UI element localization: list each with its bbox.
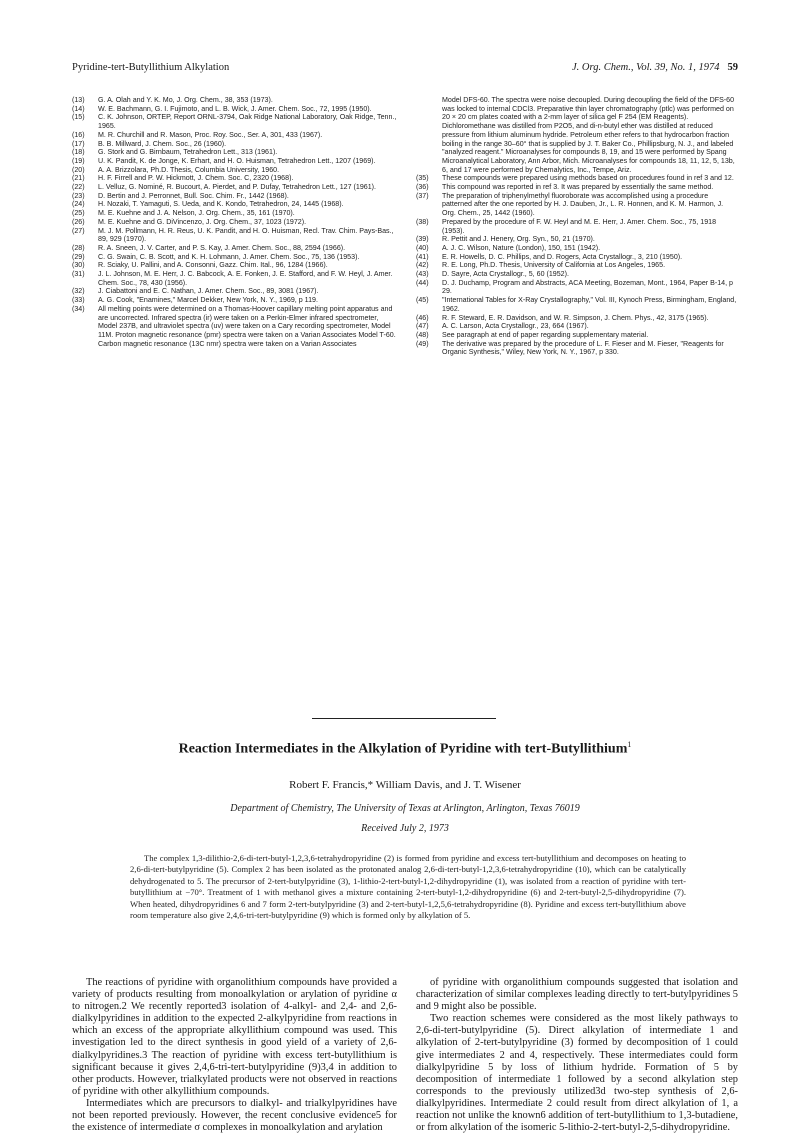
reference-number: (17) [72, 139, 85, 148]
reference-item [416, 183, 738, 192]
reference-item [72, 192, 398, 201]
reference-item [72, 183, 398, 192]
reference-item [416, 96, 738, 174]
reference-item [72, 131, 398, 140]
reference-number: (33) [72, 296, 85, 305]
reference-text: C. G. Swain, C. B. Scott, and K. H. Lohmann, J. Amer. Chem. Soc., 75, 136 (1953). [98, 252, 360, 261]
reference-text: J. Ciabattoni and E. C. Nathan, J. Amer. Chem. Soc., 89, 3081 (1967). [98, 287, 319, 296]
authors: Robert F. Francis,* William Davis, and J. T. Wisener [289, 779, 521, 791]
reference-number: (44) [416, 278, 429, 287]
reference-number: (35) [416, 174, 429, 183]
affiliation: Department of Chemistry, The University of Texas at Arlington, Arlington, Texas 76019 [230, 803, 580, 814]
reference-text: Model DFS-60. The spectra were noise decoupled. During decoupling the field of the DFS-60 was locked to internal CDCl3. Preparative thin layer chromatography (ptlc) was performed on 20 × 20 cm plates coated with a 2-mm layer of silica gel F 254 (EM Reagents). Dichloromethane was distilled from P2O5, and di-n-butyl ether was distilled at reduced pressure from lithium aluminum hydride. Petroleum ether refers to that hydrocarbon fraction boiling in the range 30–60° that is supplied by J. T. Baker Co., Phillipsburg, N. J., and labeled "analyzed reagent." Microanalyses for compounds 8, 19, and 15 were performed by Spang Microanalytical Laboratory, Ann Arbor, Mich. Microanalyses for compounds 18, 11, 12, 5, 13b, 6, and 17 were performed by Chemalytics, Inc., Tempe, Ariz. [442, 96, 735, 174]
title-footnote-marker: 1 [627, 740, 632, 749]
reference-number: (24) [72, 200, 85, 209]
article-title-block [60, 740, 750, 758]
reference-item [72, 113, 398, 130]
reference-text: M. J. M. Pollmann, H. R. Reus, U. K. Pandit, and H. O. Huisman, Recl. Trav. Chim. Pays-Bas., 89, 929 (1970). [98, 226, 394, 244]
reference-item [416, 192, 738, 218]
reference-item [416, 270, 738, 279]
reference-number: (48) [416, 330, 429, 339]
reference-item [72, 261, 398, 270]
reference-item [416, 261, 738, 270]
reference-number: (28) [72, 243, 85, 252]
reference-text: B. B. Millward, J. Chem. Soc., 26 (1960). [98, 139, 227, 148]
reference-number: (38) [416, 217, 429, 226]
reference-item [416, 174, 738, 183]
reference-item [72, 227, 398, 244]
reference-item [72, 305, 398, 349]
abstract [130, 853, 686, 921]
reference-item [416, 340, 738, 357]
reference-item [72, 296, 398, 305]
reference-text: A. A. Brizzolara, Ph.D. Thesis, Columbia University, 1960. [98, 165, 280, 174]
reference-text: H. Nozaki, T. Yamaguti, S. Ueda, and K. Kondo, Tetrahedron, 24, 1445 (1968). [98, 200, 344, 209]
reference-text: M. E. Kuehne and J. A. Nelson, J. Org. Chem., 35, 161 (1970). [98, 209, 295, 218]
reference-number: (31) [72, 270, 85, 279]
references-right-column [416, 96, 738, 357]
received-date: Received July 2, 1973 [361, 823, 449, 834]
reference-item [416, 253, 738, 262]
reference-text: M. R. Churchill and R. Mason, Proc. Roy. Soc., Ser. A, 301, 433 (1967). [98, 130, 323, 139]
reference-number: (16) [72, 130, 85, 139]
page-number: 59 [727, 62, 738, 73]
reference-number: (22) [72, 183, 85, 192]
reference-item [416, 235, 738, 244]
body-paragraph: of pyridine with organolithium compounds suggested that isolation and characterization of similar complexes leading directly to tert-butylpyridines 5 and 9 might also be possible. [416, 977, 738, 1013]
reference-number: (25) [72, 209, 85, 218]
reference-text: G. Stork and G. Birnbaum, Tetrahedron Lett., 313 (1961). [98, 148, 278, 157]
reference-text: R. E. Long, Ph.D. Thesis, University of California at Los Angeles, 1965. [442, 261, 666, 270]
body-left-column [72, 977, 397, 1134]
reference-text: D. Sayre, Acta Crystallogr., 5, 60 (1952). [442, 270, 569, 279]
reference-item [416, 322, 738, 331]
reference-item [416, 279, 738, 296]
reference-number: (49) [416, 339, 429, 348]
body-paragraph: The reactions of pyridine with organolithium compounds have provided a variety of products resulting from monoalkylation or arylation of pyridine α to nitrogen.2 We recently reported3 isolation of 4-alkyl- and 2,4- and 2,6-dialkylpyridines in addition to the expected 2-alkylpyridine from reactions in which an excess of the appropriate alkyllithium compound was used. This investigation led to the direct synthesis in good yield of a variety of 2,6-dialkylpyridines.3 The reaction of pyridine with excess tert-butyllithium is significant because it gives 2,4,6-tri-tert-butylpyridine (9)3,4 in addition to other products. However, trialkylated products were not observed in reactions of pyridine with other alkyllithium compounds. [72, 977, 397, 1097]
reference-item [72, 148, 398, 157]
reference-text: The derivative was prepared by the procedure of L. F. Fieser and M. Fieser, "Reagents for Organic Synthesis," Wiley, New York, N. Y., 1967, p 330. [442, 339, 724, 357]
reference-number: (30) [72, 261, 85, 270]
references-left-column [72, 96, 398, 348]
reference-item [72, 209, 398, 218]
reference-item [416, 314, 738, 323]
reference-number: (20) [72, 165, 85, 174]
reference-text: L. Velluz, G. Nominé, R. Bucourt, A. Pierdet, and P. Dufay, Tetrahedron Lett., 127 (1961). [98, 183, 376, 192]
reference-item [416, 218, 738, 235]
reference-number: (13) [72, 96, 85, 104]
reference-item [72, 253, 398, 262]
reference-item [416, 331, 738, 340]
reference-number: (34) [72, 304, 85, 313]
reference-item [72, 200, 398, 209]
reference-text: R. Pettit and J. Henery, Org. Syn., 50, 21 (1970). [442, 235, 595, 244]
reference-item [72, 105, 398, 114]
reference-number: (23) [72, 191, 85, 200]
reference-item [72, 287, 398, 296]
reference-item [72, 270, 398, 287]
reference-number: (14) [72, 104, 85, 113]
reference-text: G. A. Olah and Y. K. Mo, J. Org. Chem., 38, 353 (1973). [98, 96, 273, 104]
body-paragraph: Intermediates which are precursors to dialkyl- and trialkylpyridines have not been reported previously. However, the recent conclusive evidence5 for the existence of intermediate σ complexes in monoalkylation and arylation [72, 1097, 397, 1134]
reference-item [72, 157, 398, 166]
reference-text: This compound was reported in ref 3. It was prepared by essentially the same method. [442, 183, 714, 192]
reference-number: (26) [72, 217, 85, 226]
reference-item [72, 166, 398, 175]
reference-number: (40) [416, 243, 429, 252]
reference-item [72, 174, 398, 183]
abstract-text: The complex 1,3-dilithio-2,6-di-tert-butyl-1,2,3,6-tetrahydropyridine (2) is formed from pyridine and excess tert-butyllithium and decomposes on heating to 2,6-di-tert-butylpyridine (5). Complex 2 has been isolated as the protonated analog 2,6-di-tert-butyl-1,2,3,6-tetrahydropyridine (10), which can be catalytically dehydrogenated to 5. The precursor of 2-tert-butylpyridine (3), 1-lithio-2-tert-butyl-1,2-dihydropyridine (1), was isolated from a reaction of pyridine with tert-butyllithium at −70°. Treatment of 1 with methanol gives a mixture containing 2-tert-butyl-1,2-dihydropyridine (6) and 2-tert-butyl-2,5-dihydropyridine (7). When heated, dihydropyridines 6 and 7 form 2-tert-butylpyridine (3) and 2-tert-butyl-1,2,5,6-tetrahydropyridine (8). Pyridine and excess tert-butyllithium above room temperature also give 2,4,6-tri-tert-butylpyridine (9) which is formed only by alkylation of 5. [130, 853, 686, 921]
body-paragraph: Two reaction schemes were considered as the most likely pathways to 2,6-di-tert-butylpyridine (5). Direct alkylation of intermediate 1 and alkylation of 2-tert-butylpyridine (3) formed by decomposition of 1 could give intermediates 2 and 4, respectively. These intermediates could form dialkylpyridine 5 by loss of lithium hydride. Formation of 5 by decomposition of intermediate 1 followed by a second alkylation step corresponds to the previously utilized3d two-step synthesis of 2,6-dialkylpyridines. Intermediate 2 could result from direct alkylation of 1, a reaction not unlike the known6 addition of tert-butyllithium to 1,3-butadiene, or from alkylation of the isomeric 5-lithio-2-tert-butyl-2,5-dihydropyridine. [416, 1013, 738, 1134]
reference-number: (32) [72, 287, 85, 296]
reference-item [72, 218, 398, 227]
body-right-column [416, 977, 738, 1134]
reference-number: (36) [416, 183, 429, 192]
reference-number: (15) [72, 113, 85, 122]
reference-text: M. E. Kuehne and G. DiVincenzo, J. Org. Chem., 37, 1023 (1972). [98, 217, 307, 226]
reference-text: R. A. Sneen, J. V. Carter, and P. S. Kay, J. Amer. Chem. Soc., 88, 2594 (1966). [98, 243, 346, 252]
reference-number [416, 96, 442, 174]
reference-text: U. K. Pandit, K. de Jonge, K. Erhart, and H. O. Huisman, Tetrahedron Lett., 1207 (1969). [98, 156, 376, 165]
reference-text: D. Bertin and J. Perronnet, Bull. Soc. Chim. Fr., 1442 (1968). [98, 191, 289, 200]
reference-text: A. J. C. Wilson, Nature (London), 150, 151 (1942). [442, 243, 601, 252]
reference-text: C. K. Johnson, ORTEP, Report ORNL-3794, Oak Ridge National Laboratory, Oak Ridge, Tenn., 1965. [98, 113, 397, 131]
section-divider [312, 718, 496, 719]
reference-text: The preparation of triphenylmethyl fluoroborate was accomplished using a procedure patterned after the one reported by H. J. Dauben, Jr., L. R. Honnen, and K. M. Harmon, J. Org. Chem., 25, 1442 (1960). [442, 191, 724, 218]
reference-text: A. C. Larson, Acta Crystallogr., 23, 664 (1967). [442, 322, 589, 331]
reference-number: (21) [72, 174, 85, 183]
reference-text: H. F. Firrell and P. W. Hickmott, J. Chem. Soc. C, 2320 (1968). [98, 174, 294, 183]
reference-text: "International Tables for X-Ray Crystallography," Vol. III, Kynoch Press, Birmingham, England, 1962. [442, 296, 737, 313]
reference-text: R. Sciaky, U. Pallini, and A. Consonni, Gazz. Chim. Ital., 96, 1284 (1966). [98, 261, 328, 270]
reference-text: All melting points were determined on a Thomas-Hoover capillary melting point apparatus and are uncorrected. Infrared spectra (ir) were taken on a Perkin-Elmer infrared spectrometer, Model 237B, and ultraviolet spectra (uv) were taken on a Cary recording spectrometer, Model 11M. Proton magnetic resonance (pmr) spectra were taken on a Varian Associates Model T-60. Carbon magnetic resonance (13C nmr) spectra were taken on a Varian Associates [98, 304, 396, 348]
reference-text: E. R. Howells, D. C. Phillips, and D. Rogers, Acta Crystallogr., 3, 210 (1950). [442, 252, 683, 261]
reference-item [72, 96, 398, 105]
reference-number: (42) [416, 261, 429, 270]
reference-number: (18) [72, 148, 85, 157]
reference-number: (45) [416, 296, 429, 305]
reference-text: See paragraph at end of paper regarding supplementary material. [442, 330, 649, 339]
reference-text: J. L. Johnson, M. E. Herr, J. C. Babcock, A. E. Fonken, J. E. Stafford, and F. W. Heyl, J. Amer. Chem. Soc., 78, 430 (1956). [98, 270, 393, 287]
reference-text: A. G. Cook, "Enamines," Marcel Dekker, New York, N. Y., 1969, p 119. [98, 296, 318, 305]
reference-number: (43) [416, 270, 429, 279]
reference-text: W. E. Bachmann, G. I. Fujimoto, and L. B. Wick, J. Amer. Chem. Soc., 72, 1995 (1950). [98, 104, 372, 113]
reference-item [416, 244, 738, 253]
running-head-journal [572, 62, 738, 73]
reference-item [416, 296, 738, 313]
reference-text: D. J. Duchamp, Program and Abstracts, ACA Meeting, Bozeman, Mont., 1964, Paper B-14, p 29. [442, 278, 733, 296]
reference-text: Prepared by the procedure of F. W. Heyl and M. E. Herr, J. Amer. Chem. Soc., 75, 1918 (1953). [442, 217, 717, 235]
reference-number: (29) [72, 252, 85, 261]
reference-item [72, 140, 398, 149]
reference-number: (41) [416, 252, 429, 261]
running-head [72, 62, 738, 78]
reference-number: (47) [416, 322, 429, 331]
reference-number: (19) [72, 156, 85, 165]
reference-text: These compounds were prepared using methods based on procedures found in ref 3 and 12. [442, 174, 734, 183]
reference-number: (27) [72, 226, 85, 235]
journal-citation: J. Org. Chem., Vol. 39, No. 1, 1974 [572, 62, 720, 73]
reference-number: (46) [416, 313, 429, 322]
reference-number: (37) [416, 191, 429, 200]
reference-item [72, 244, 398, 253]
article-title: Reaction Intermediates in the Alkylation of Pyridine with tert-Butyllithium [178, 741, 628, 757]
running-head-title: Pyridine-tert-Butyllithium Alkylation [72, 62, 230, 73]
reference-number: (39) [416, 235, 429, 244]
reference-text: R. F. Steward, E. R. Davidson, and W. R. Simpson, J. Chem. Phys., 42, 3175 (1965). [442, 313, 709, 322]
